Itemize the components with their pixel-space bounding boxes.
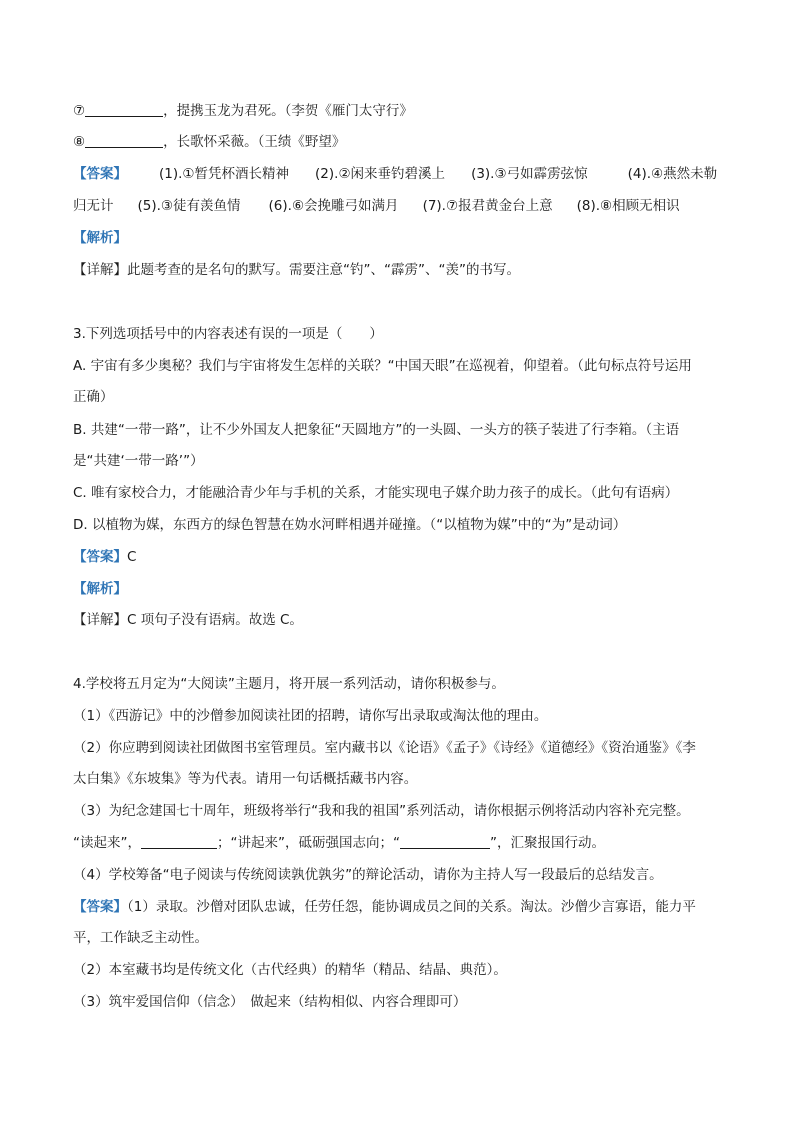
answer-item: (1).①暂凭杯酒长精神 bbox=[159, 166, 290, 182]
q3-option-c: C. 唯有家校合力，才能融洽青少年与手机的关系，才能实现电子媒介助力孩子的成长。（此句有语病） bbox=[73, 485, 679, 501]
q3-option-b: B. 共建“一带一路”，让不少外国友人把象征“天圆地方”的一头圆、一头方的筷子装进了行李箱。（主语 bbox=[73, 422, 680, 438]
q2-answer-row-1 bbox=[73, 163, 734, 185]
item-number: ⑧ bbox=[73, 134, 86, 150]
q2-answer-row-2 bbox=[73, 195, 734, 217]
poem-line-text: ，提携玉龙为君死。（李贺《雁门太守行》 bbox=[163, 103, 413, 119]
answer-item: (2).②闲来垂钓碧溪上 bbox=[315, 166, 446, 182]
item-number: ⑦ bbox=[73, 103, 86, 119]
answer-item: (4).④燕然未勒 bbox=[627, 166, 718, 182]
q4-part-4: （4）学校筹备“电子阅读与传统阅读孰优孰劣”的辩论活动，请你为主持人写一段最后的总结发言。 bbox=[73, 867, 663, 883]
q4-part-1: （1）《西游记》中的沙僧参加阅读社团的招聘，请你写出录取或淘汰他的理由。 bbox=[73, 708, 548, 724]
answer-item: 归无计 bbox=[73, 198, 114, 214]
detail-text: 此题考查的是名句的默写。需要注意“钓”、“霹雳”、“羡”的书写。 bbox=[127, 262, 520, 278]
poem-line-8 bbox=[73, 131, 734, 153]
fill-blank bbox=[400, 834, 490, 849]
q4-answer-1 bbox=[73, 896, 734, 918]
q2-analysis-tag: 【解析】 bbox=[73, 230, 127, 246]
detail-tag: 【详解】 bbox=[73, 262, 127, 278]
q3-analysis-tag: 【解析】 bbox=[73, 581, 127, 597]
answer-item: (6).⑥会挽雕弓如满月 bbox=[268, 198, 399, 214]
q4-part-2-cont: 太白集》《东坡集》等为代表。请用一句话概括藏书内容。 bbox=[73, 771, 418, 787]
q4-answer-2: （2）本室藏书均是传统文化（古代经典）的精华（精品、结晶、典范）。 bbox=[73, 962, 507, 978]
fill-blank bbox=[85, 102, 163, 117]
answer-tag: 【答案】 bbox=[73, 166, 127, 182]
fill-blank bbox=[85, 133, 163, 148]
q3-option-b-cont: 是“共建‘一带一路’”） bbox=[73, 453, 204, 469]
q4-answer-1-cont: 平，工作缺乏主动性。 bbox=[73, 930, 208, 946]
detail-text: C 项句子没有语病。故选 C。 bbox=[127, 612, 303, 628]
q4-part-3: （3）为纪念建国七十周年，班级将举行“我和我的祖国”系列活动，请你根据示例将活动内容补充完整。 bbox=[73, 803, 690, 819]
answer-item: (8).⑧相顾无相识 bbox=[576, 198, 680, 214]
q4-answer-3: （3）筑牢爱国信仰（信念） 做起来（结构相似、内容合理即可） bbox=[73, 994, 467, 1010]
answer-item: (5).③徒有羡鱼情 bbox=[137, 198, 241, 214]
poem-line-text: ，长歌怀采薇。（王绩《野望》 bbox=[163, 134, 346, 150]
q3-stem: 3.下列选项括号中的内容表述有误的一项是（ ） bbox=[73, 326, 383, 342]
fill-blank bbox=[141, 834, 217, 849]
q4-stem: 4.学校将五月定为“大阅读”主题月，将开展一系列活动，请你积极参与。 bbox=[73, 676, 505, 692]
detail-tag: 【详解】 bbox=[73, 612, 127, 628]
answer-tag: 【答案】 bbox=[73, 899, 127, 915]
poem-line-7 bbox=[73, 100, 734, 122]
answer-text: （1）录取。沙僧对团队忠诚，任劳任怨，能协调成员之间的关系。淘汰。沙僧少言寡语，能力平 bbox=[127, 899, 696, 915]
answer-item: (7).⑦报君黄金台上意 bbox=[422, 198, 553, 214]
q3-detail bbox=[73, 609, 734, 631]
q4-part-3-cont: “读起来”， ；“讲起来”，砥砺强国志向；“ ”，汇聚报国行动。 bbox=[73, 835, 605, 851]
q3-option-d: D. 以植物为媒，东西方的绿色智慧在妫水河畔相遇并碰撞。（“以植物为媒”中的“为”是动词） bbox=[73, 517, 627, 533]
answer-value: C bbox=[127, 549, 137, 565]
q3-option-a: A. 宇宙有多少奥秘？我们与宇宙将发生怎样的关联？“中国天眼”在巡视着，仰望着。（此句标点符号运用 bbox=[73, 358, 692, 374]
q4-part-2: （2）你应聘到阅读社团做图书室管理员。室内藏书以《论语》《孟子》《诗经》《道德经》《资治通鉴》《李 bbox=[73, 740, 696, 756]
q3-option-a-cont: 正确） bbox=[73, 389, 114, 405]
q2-detail bbox=[73, 259, 734, 281]
answer-item: (3).③弓如霹雳弦惊 bbox=[471, 166, 588, 182]
q3-answer bbox=[73, 546, 734, 568]
answer-tag: 【答案】 bbox=[73, 549, 127, 565]
